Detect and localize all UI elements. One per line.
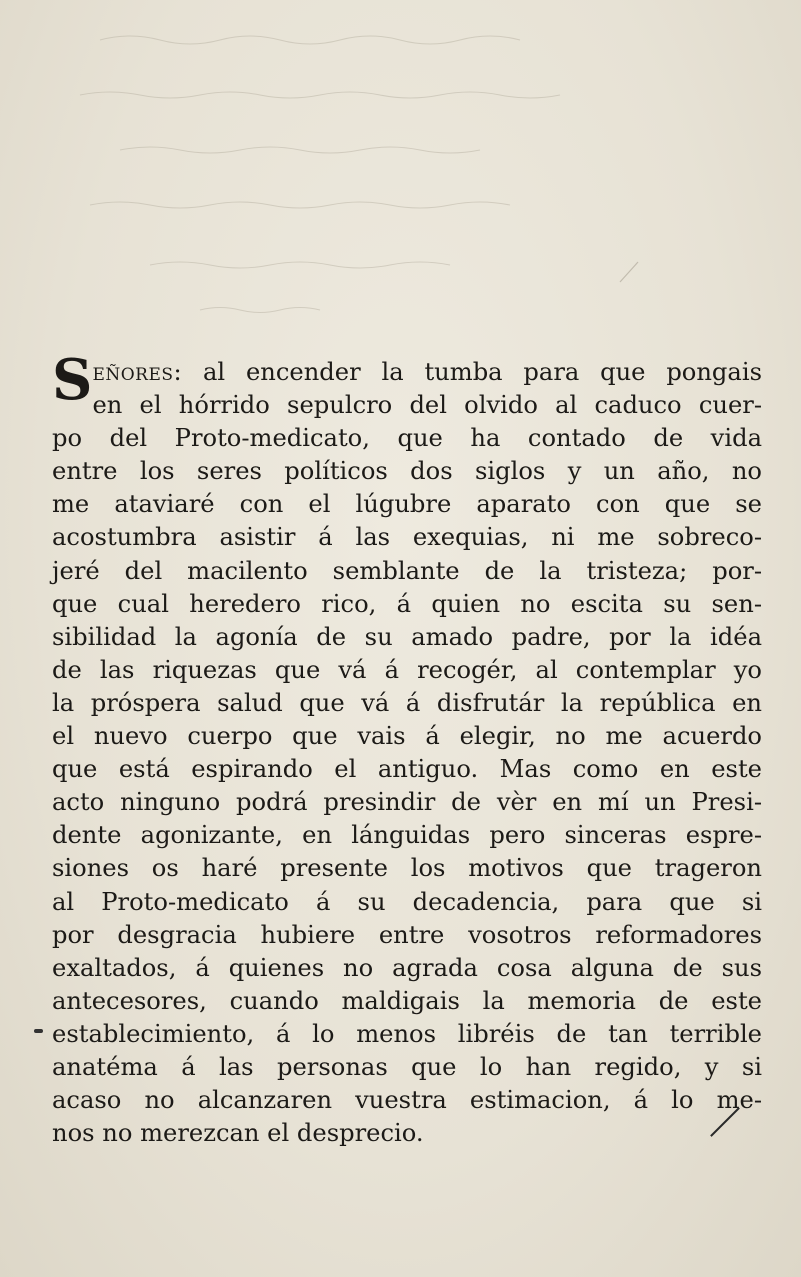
text-line-16: siones os haré presente los motivos que trageron xyxy=(52,854,762,883)
text-line-8: que cual heredero rico, á quien no escita su sen- xyxy=(52,589,762,618)
text-line-13: que está espirando el antiguo. Mas como en este xyxy=(52,755,762,784)
text-line-24: nos no merezcan el desprecio. xyxy=(52,1119,424,1148)
text-line-19: exaltados, á quienes no agrada cosa alguna de sus xyxy=(52,953,762,982)
text-line-6: acostumbra asistir á las exequias, ni me sobreco- xyxy=(52,523,762,552)
text-line-5: me ataviaré con el lúgubre aparato con que se xyxy=(52,490,762,519)
text-line-23: acaso no alcanzaren vuestra estimacion, á lo me- xyxy=(52,1086,762,1115)
body-text xyxy=(52,347,762,1150)
text-line-10: de las riquezas que vá á recogér, al contemplar yo xyxy=(52,655,762,684)
show-through-texture xyxy=(60,0,680,330)
text-line-17: al Proto-medicato á su decadencia, para que si xyxy=(52,887,762,916)
margin-mark xyxy=(34,1029,43,1033)
text-line-14: acto ninguno podrá presindir de vèr en mí un Presi- xyxy=(52,788,762,817)
drop-cap: S xyxy=(52,347,93,413)
text-line-11: la próspera salud que vá á disfrutár la república en xyxy=(52,688,762,717)
text-line-20: antecesores, cuando maldigais la memoria de este xyxy=(52,986,762,1015)
text-line-3: po del Proto-medicato, que ha contado de vida xyxy=(52,424,762,453)
text-line-7: jeré del macilento semblante de la tristeza; por- xyxy=(52,556,762,585)
text-line-2: en el hórrido sepulcro del olvido al caduco cuer- xyxy=(92,391,762,420)
text-line-22: anatéma á las personas que lo han regido, y si xyxy=(52,1052,762,1081)
text-line-21: establecimiento, á lo menos libréis de tan terrible xyxy=(52,1019,762,1048)
text-line-1: Señores: al encender la tumba para que pongais xyxy=(52,347,762,413)
text-line-9: sibilidad la agonía de su amado padre, por la idéa xyxy=(52,622,762,651)
text-line-4: entre los seres políticos dos siglos y un año, no xyxy=(52,457,762,486)
text-line-18: por desgracia hubiere entre vosotros reformadores xyxy=(52,920,762,949)
text-line-15: dente agonizante, en lánguidas pero sinceras espre- xyxy=(52,821,762,850)
salutation: eñores: xyxy=(92,358,183,386)
text-line-12: el nuevo cuerpo que vais á elegir, no me acuerdo xyxy=(52,722,762,751)
